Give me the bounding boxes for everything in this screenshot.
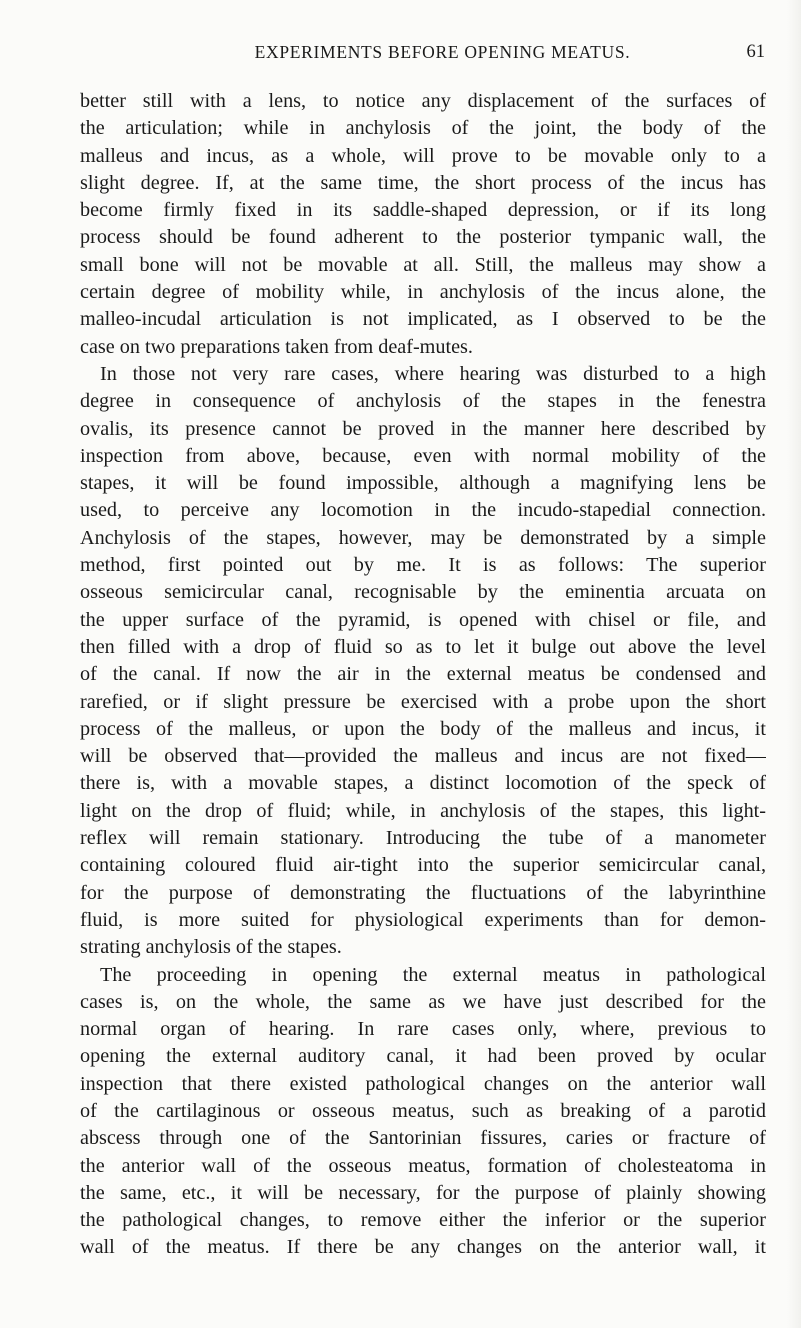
text-line: osseous semicircular canal, recognisable by the eminentia arcuata on — [80, 581, 766, 604]
text-line: for the purpose of demonstrating the fluctuations of the labyrinthine — [80, 881, 766, 904]
text-line: will be observed that—provided the malleus and incus are not fixed— — [80, 745, 766, 768]
text-line: Anchylosis of the stapes, however, may be demonstrated by a simple — [80, 526, 766, 549]
text-line: fluid, is more suited for physiological experiments than for demon- — [80, 908, 766, 931]
text-line: the anterior wall of the osseous meatus, formation of cholesteatoma in — [80, 1154, 766, 1177]
text-line: of the cartilaginous or osseous meatus, such as breaking of a parotid — [80, 1099, 766, 1122]
text-line: cases is, on the whole, the same as we have just described for the — [80, 990, 766, 1013]
text-line: stapes, it will be found impossible, although a magnifying lens be — [80, 472, 766, 495]
running-title: EXPERIMENTS BEFORE OPENING MEATUS. — [254, 42, 631, 62]
text-line: strating anchylosis of the stapes. — [80, 936, 342, 959]
page-edge-shadow — [787, 0, 801, 1328]
text-line: the pathological changes, to remove either the inferior or the superior — [80, 1209, 766, 1232]
text-line: used, to perceive any locomotion in the incudo-stapedial connection. — [80, 499, 766, 522]
text-line: method, first pointed out by me. It is as follows: The superior — [80, 554, 766, 577]
text-line: there is, with a movable stapes, a distinct locomotion of the speck of — [80, 772, 766, 795]
text-line: become firmly fixed in its saddle-shaped depression, or if its long — [80, 199, 766, 222]
text-line: ovalis, its presence cannot be proved in the manner here described by — [80, 417, 766, 440]
text-line: degree in consequence of anchylosis of the stapes in the fenestra — [80, 390, 766, 413]
text-line: reflex will remain stationary. Introducing the tube of a manometer — [80, 827, 766, 850]
text-line: small bone will not be movable at all. Still, the malleus may show a — [80, 253, 766, 276]
body-text — [80, 88, 766, 1262]
text-line: wall of the meatus. If there be any changes on the anterior wall, it — [80, 1236, 766, 1259]
text-line: malleo-incudal articulation is not implicated, as I observed to be the — [80, 308, 766, 331]
page-header — [80, 42, 765, 68]
text-line: of the canal. If now the air in the external meatus be condensed and — [80, 663, 766, 686]
text-line: inspection that there existed pathological changes on the anterior wall — [80, 1072, 766, 1095]
text-line: the same, etc., it will be necessary, for the purpose of plainly showing — [80, 1181, 766, 1204]
page-number: 61 — [746, 42, 765, 62]
text-line: inspection from above, because, even with normal mobility of the — [80, 444, 766, 467]
text-line: normal organ of hearing. In rare cases only, where, previous to — [80, 1018, 766, 1041]
text-line: the upper surface of the pyramid, is opened with chisel or file, and — [80, 608, 766, 631]
text-line: rarefied, or if slight pressure be exercised with a probe upon the short — [80, 690, 766, 713]
text-line: slight degree. If, at the same time, the short process of the incus has — [80, 171, 766, 194]
text-line: opening the external auditory canal, it had been proved by ocular — [80, 1045, 766, 1068]
text-line: better still with a lens, to notice any displacement of the surfaces of — [80, 90, 766, 112]
text-line: the articulation; while in anchylosis of the joint, the body of the — [80, 117, 766, 140]
text-line: case on two preparations taken from deaf-mutes. — [80, 335, 473, 358]
text-line: process should be found adherent to the posterior tympanic wall, the — [80, 226, 766, 249]
text-line: malleus and incus, as a whole, will prove to be movable only to a — [80, 144, 766, 167]
text-line: light on the drop of fluid; while, in anchylosis of the stapes, this light- — [80, 799, 766, 822]
text-line: The proceeding in opening the external meatus in pathological — [100, 963, 766, 986]
text-line: In those not very rare cases, where hearing was disturbed to a high — [100, 362, 766, 385]
text-line: containing coloured fluid air-tight into the superior semicircular canal, — [80, 854, 766, 877]
text-line: certain degree of mobility while, in anchylosis of the incus alone, the — [80, 281, 766, 304]
text-line: process of the malleus, or upon the body of the malleus and incus, it — [80, 717, 766, 740]
text-line: abscess through one of the Santorinian fissures, caries or fracture of — [80, 1127, 766, 1150]
text-line: then filled with a drop of fluid so as to let it bulge out above the level — [80, 635, 766, 658]
